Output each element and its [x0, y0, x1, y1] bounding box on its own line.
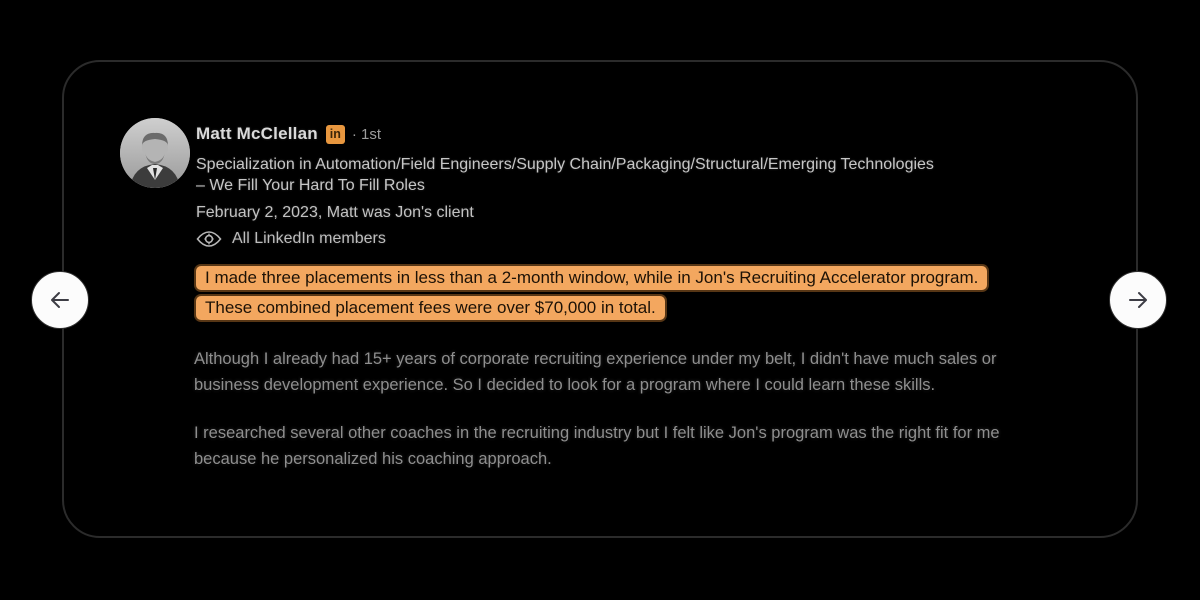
recommendation-date: February 2, 2023, Matt was Jon's client [196, 204, 474, 221]
highlight-line-2: These combined placement fees were over $70,000 in total. [194, 294, 667, 322]
next-slide-button[interactable] [1109, 271, 1167, 329]
arrow-left-icon [47, 287, 73, 313]
visibility-eye-icon [196, 230, 222, 248]
header-text [196, 118, 934, 248]
prev-slide-button[interactable] [31, 271, 89, 329]
testimonial-card [62, 60, 1138, 538]
linkedin-icon: in [326, 125, 345, 144]
testimonial-paragraph-2: I researched several other coaches in the recruiting industry but I felt like Jon's program was the right fit for me because he personalized his coaching approach. [194, 424, 1000, 468]
avatar [120, 118, 190, 188]
testimonial-body [194, 264, 1096, 472]
connection-degree: · 1st [351, 125, 382, 143]
name-row [196, 124, 934, 144]
author-name: Matt McClellan [196, 124, 318, 143]
author-headline: Specialization in Automation/Field Engineers/Supply Chain/Packaging/Structural/Emerging Technologies – We Fill Your Hard To Fill Roles [196, 156, 934, 194]
testimonial-paragraph-1: Although I already had 15+ years of corporate recruiting experience under my belt, I didn't have much sales or business development experience. So I decided to look for a program where I could learn these skills. [194, 350, 997, 394]
highlighted-quote [194, 264, 1096, 324]
visibility-row [196, 230, 934, 248]
visibility-label: All LinkedIn members [232, 230, 386, 247]
avatar-photo-placeholder [120, 118, 190, 188]
arrow-right-icon [1125, 287, 1151, 313]
card-content [120, 118, 1096, 472]
highlight-line-1: I made three placements in less than a 2-month window, while in Jon's Recruiting Accelerator program. [194, 264, 989, 292]
post-header [120, 118, 1096, 248]
